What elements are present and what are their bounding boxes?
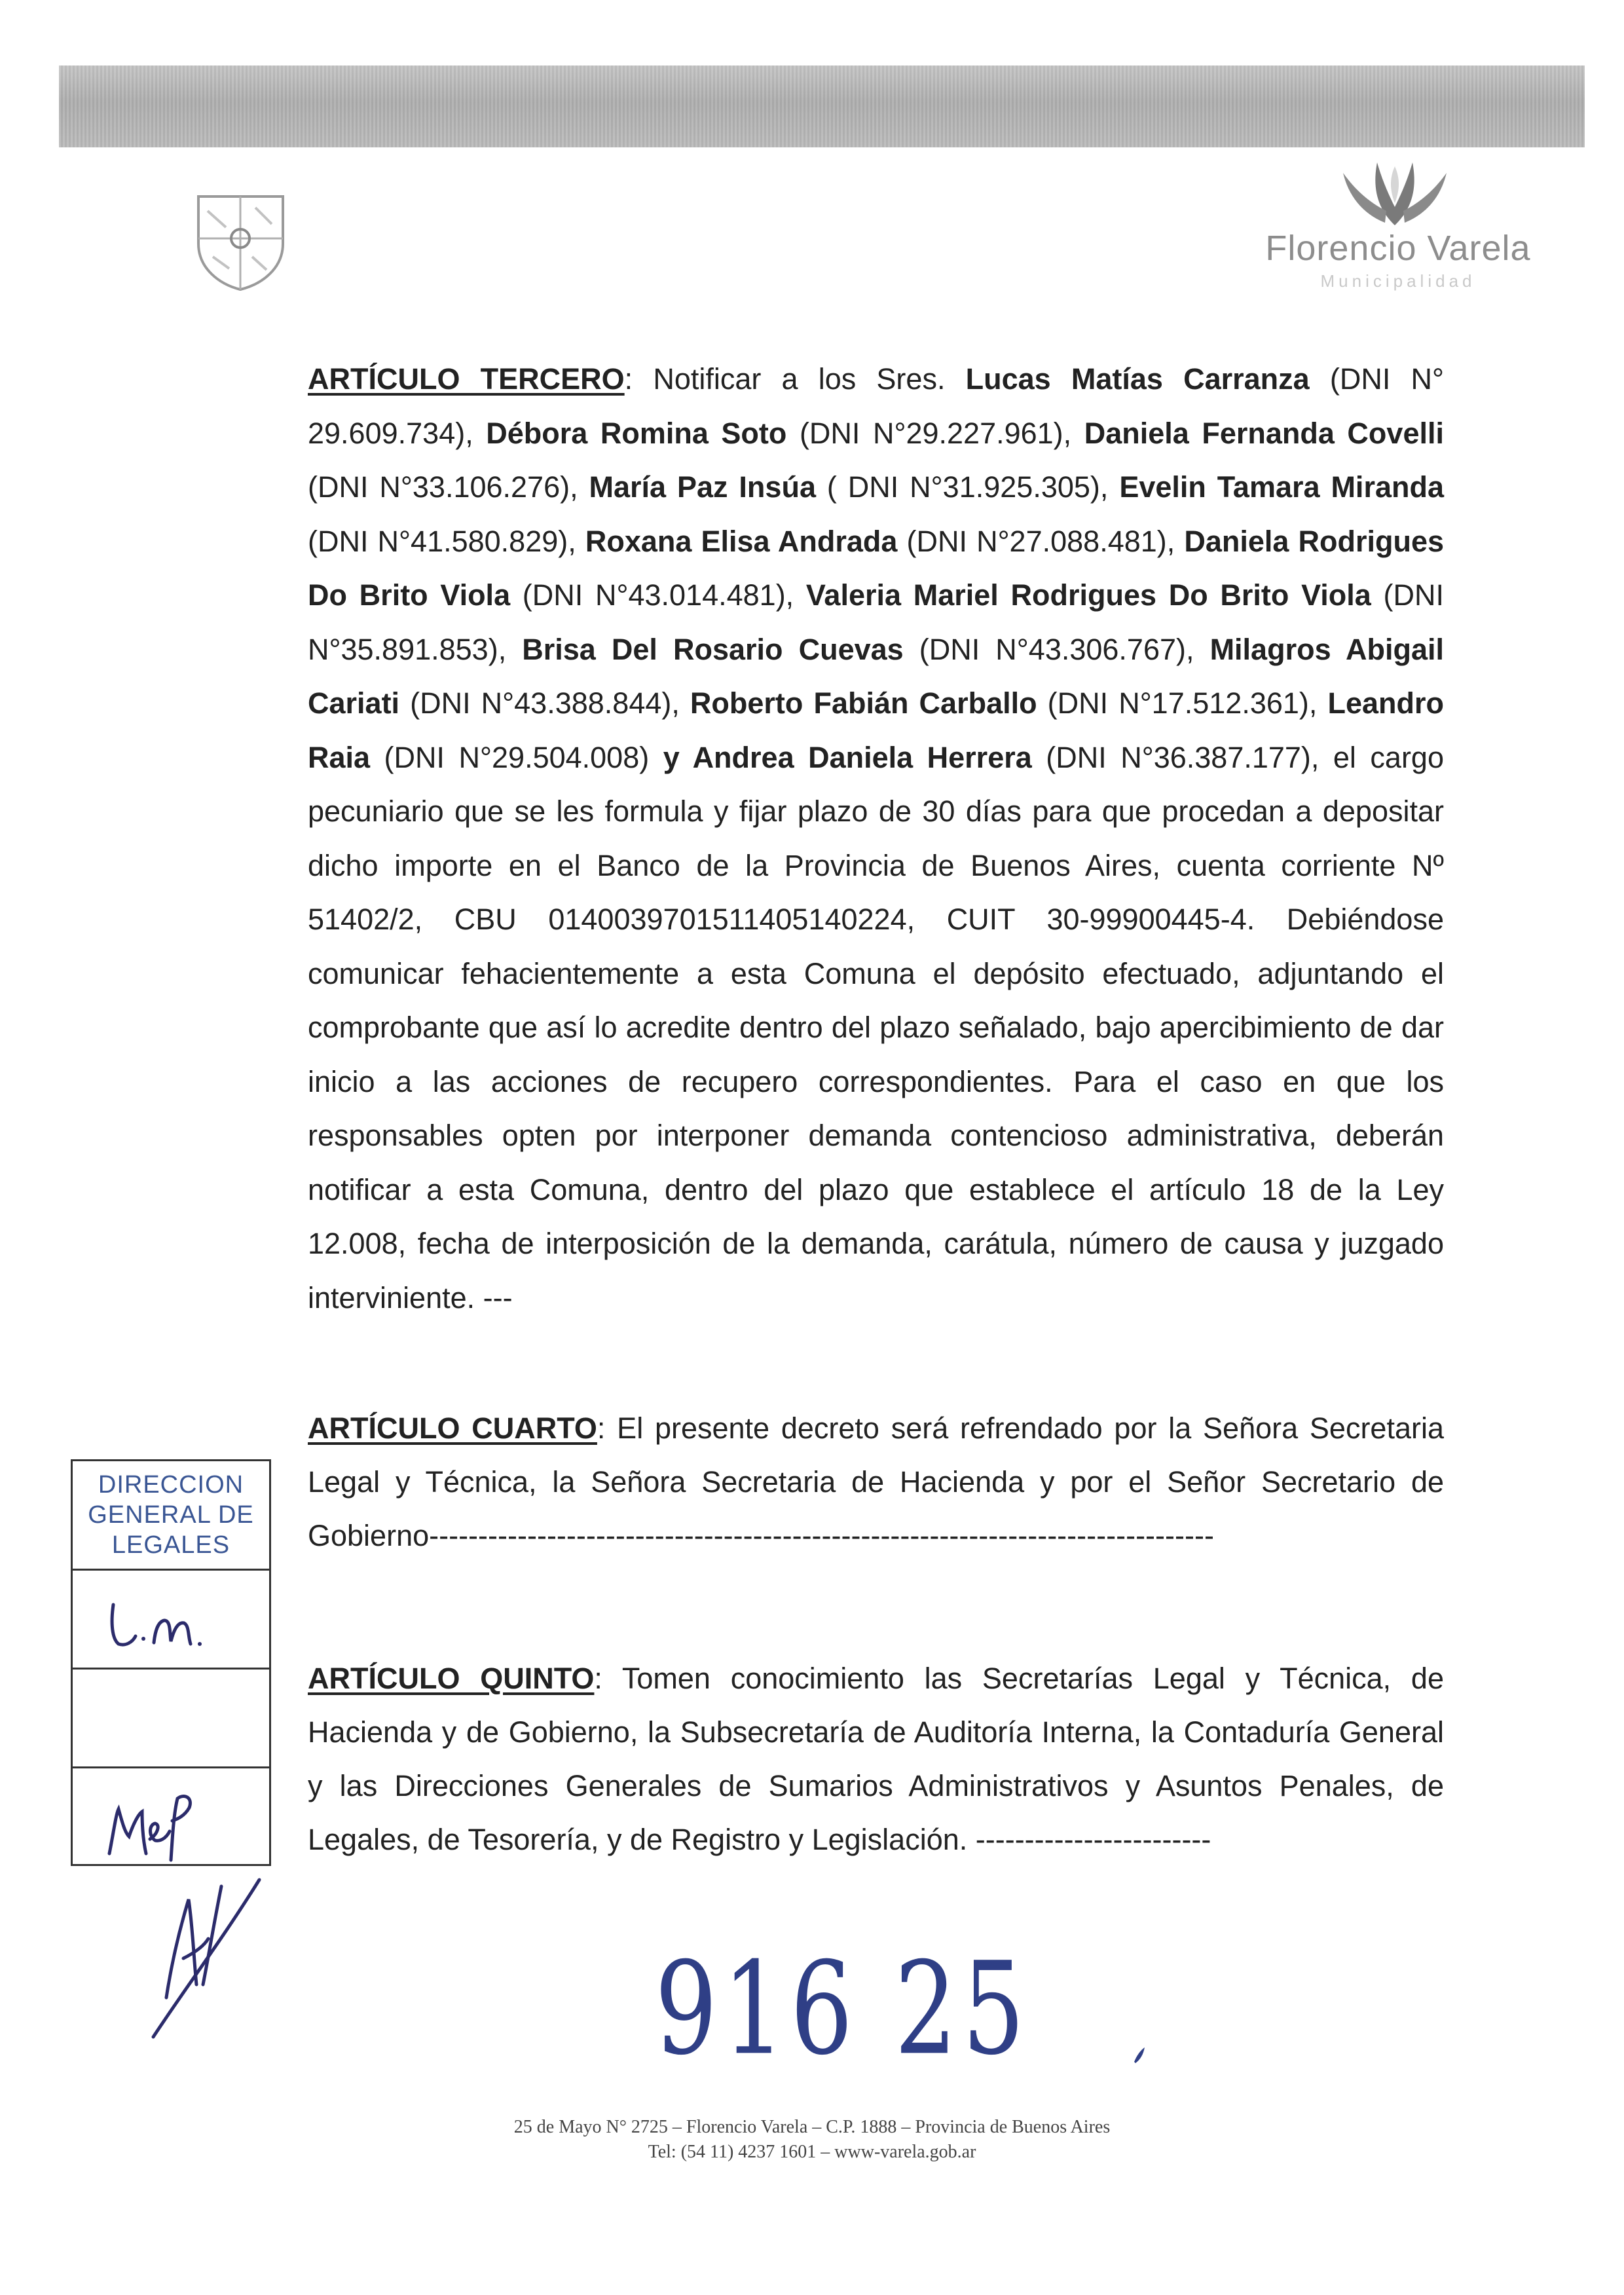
person-name: María Paz Insúa (589, 470, 816, 504)
logo-name: Florencio Varela (1265, 229, 1531, 268)
person-name: y Andrea Daniela Herrera (663, 740, 1032, 774)
text-run: (DNI N°27.088.481), (897, 524, 1185, 558)
text-run: : Tomen conocimiento las Secretarías Legal y Técnica, de Hacienda y de Gobierno, la Subsecretaría de Auditoría Interna, la Contaduría General y las Direcciones Generales de Sumarios Administrativos y Asuntos Penales, de Legales, de Tesorería, y de Registro y Legislación. ------------------------ (308, 1662, 1444, 1856)
article-fourth-heading: ARTÍCULO CUARTO (308, 1411, 597, 1445)
person-name: Daniela Fernanda Covelli (1084, 416, 1444, 450)
scan-header-band (59, 65, 1585, 147)
person-name: Débora Romina Soto (486, 416, 787, 450)
text-run: (DNI N°29.227.961), (786, 416, 1084, 450)
article-third (308, 352, 1444, 1325)
article-third-heading: ARTÍCULO TERCERO (308, 362, 625, 396)
article-fourth-text (308, 1402, 1444, 1563)
stamp-header (73, 1459, 269, 1571)
article-fifth-heading: ARTÍCULO QUINTO (308, 1662, 595, 1695)
person-name: Leandro Raia (308, 686, 1444, 774)
person-name: Milagros Abigail Cariati (308, 632, 1444, 720)
handwritten-initials-icon (73, 1571, 269, 1668)
florencio-varela-logo-icon (1339, 157, 1450, 229)
article-fifth-text (308, 1652, 1444, 1867)
handwritten-initials-icon (73, 1768, 269, 1865)
text-run: : Notificar a los Sres. (624, 362, 966, 396)
article-fifth (308, 1652, 1444, 1867)
stamp-cell-initials-2 (73, 1768, 269, 1865)
legal-direction-stamp (71, 1459, 271, 1866)
text-run: (DNI N°33.106.276), (308, 470, 589, 504)
municipal-crest-icon (193, 191, 288, 293)
text-run: (DNI N°43.306.767), (903, 632, 1210, 666)
text-run: (DNI N°36.387.177), el cargo pecuniario que se les formula y fijar plazo de 30 días para que procedan a depositar dicho importe en el Banco de la Provincia de Buenos Aires, cuenta corriente Nº 51402/2, CBU 0140039701511405140224, CUIT 30-99900445-4. Debiéndose comunicar fehacientemente a esta Comuna el depósito efectuado, adjuntando el comprobante que así lo acredite dentro del plazo señalado, bajo apercibimiento de dar inicio a las acciones de recupero correspondientes. Para el caso en que los responsables opten por interponer demanda contencioso administrativa, deberán notificar a esta Comuna, dentro del plazo que establece el artículo 18 de la Ley 12.008, fecha de interposición de la demanda, carátula, número de causa y juzgado interviniente. --- (308, 740, 1444, 1315)
footer-contact: Tel: (54 11) 4237 1601 – www-varela.gob.ar (648, 2142, 976, 2162)
text-run: ( DNI N°31.925.305), (815, 470, 1120, 504)
stamp-line: DIRECCION (98, 1471, 244, 1499)
logo-subtitle: Municipalidad (1320, 271, 1476, 291)
text-run: (DNI N°17.512.361), (1037, 686, 1328, 720)
person-name: Valeria Mariel Rodrigues Do Brito Viola (805, 578, 1371, 612)
person-name: Evelin Tamara Miranda (1119, 470, 1444, 504)
stamp-line: LEGALES (111, 1531, 231, 1559)
person-name: Brisa Del Rosario Cuevas (522, 632, 904, 666)
stamp-line: GENERAL DE (88, 1501, 254, 1529)
text-run: : El presente decreto será refrendado por la Señora Secretaria Legal y Técnica, la Señora Secretaria de Hacienda y por el Señor Secretario de Gobierno-------------------------------------------------------------------------------- (308, 1411, 1445, 1552)
person-name: Roxana Elisa Andrada (585, 524, 898, 558)
text-run: (DNI N°41.580.829), (308, 524, 585, 558)
text-run: (DNI N°29.504.008) (370, 740, 663, 774)
ink-mark-icon (1126, 2042, 1153, 2068)
person-name: Daniela Rodrigues Do Brito Viola (308, 524, 1444, 612)
footer-address: 25 de Mayo N° 2725 – Florencio Varela – C.P. 1888 – Provincia de Buenos Aires (513, 2117, 1111, 2137)
text-run: (DNI N°35.891.853), (308, 578, 1444, 666)
article-fourth (308, 1402, 1444, 1563)
stamp-cell-initials-1 (73, 1571, 269, 1670)
person-name: Roberto Fabián Carballo (690, 686, 1037, 720)
article-third-text (308, 352, 1444, 1325)
decree-number: 916 25 (655, 1935, 1030, 2084)
text-run: (DNI N° 29.609.734), (308, 362, 1444, 450)
stamp-cell-empty (73, 1670, 269, 1768)
person-name: Lucas Matías Carranza (965, 362, 1310, 396)
text-run: (DNI N°43.014.481), (510, 578, 806, 612)
handwritten-signature-icon (131, 1860, 275, 2050)
text-run: (DNI N°43.388.844), (399, 686, 690, 720)
